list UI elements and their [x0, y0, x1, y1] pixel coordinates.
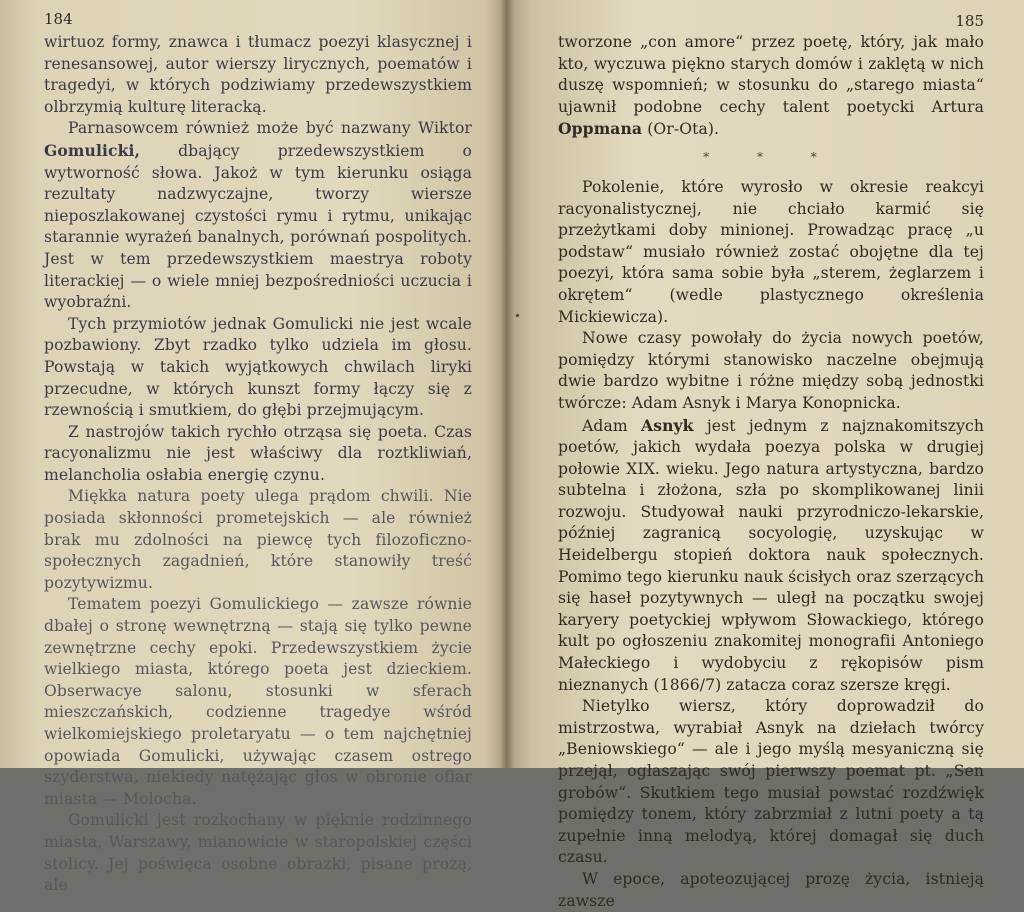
right-paragraph-6: W epoce, apoteozującej prozę życia, istnieją zawsze [558, 869, 984, 910]
right-paragraph-3: Nowe czasy powołały do życia nowych poetów, pomiędzy którymi stanowisko naczelne obejmują dwie bardzo wybitne i różne między sobą jednostki twórcze: Adam Asnyk i Marya Konopnicka. [558, 329, 984, 412]
left-paragraph-2-lead: Parnasowcem również może być nazwany Wiktor [68, 119, 472, 138]
right-page [506, 0, 1024, 910]
right-paragraph-4-lead: Adam [582, 416, 628, 435]
right-paragraph-2: Pokolenie, które wyrosło w okresie reakcyi racyonalistycznej, nie chciało karmić się przeżytkami doby minionej. Prowadząc pracę „u podstaw“ musiało również zostać obojętne dla tej poezyi, która sama sobie była „sterem, żeglarzem i okrętem“ (wedle plastycznego określenia Mickiewicza). [558, 177, 984, 326]
right-paragraph-4-rest: jest jednym z najznakomitszych poetów, jakich wydała poezya polska w drugiej połowie XIX. wieku. Jego natura artystyczna, bardzo subtelna i złożona, szła po skomplikowanej linii rozwoju. Studyował nauki przyrodniczo-lekarskie, później zagranicą socyologię, uzyskując w Heidelbergu stopień doktora nauk społecznych. Pomimo tego kierunku nauk ścisłych oraz szerzących się haseł pozytywnych — uległ na początku swojej karyery poetyckiej wpływom Słowackiego, którego kult po ogłoszeniu znakomitej monografii Antoniego Małeckiego i wydobyciu z rękopisów pism nieznanych (1866/7) zatacza coraz szersze kręgi. [558, 416, 984, 694]
margin-dot [516, 314, 519, 317]
author-name-gomulicki: Gomulicki, [44, 140, 141, 160]
right-page-number: 185 [955, 12, 984, 30]
right-paragraph-5: Nietylko wiersz, który doprowadził do mistrzostwa, wyrabiał Asnyk na dziełach twórcy „Beniowskiego“ — ale i jego myślą mesyaniczną się przejął, ogłaszając swój pierwszy poemat pt. „Sen grobów“. Skutkiem tego musiał powstać rozdźwięk pomiędzy tonem, który zabrzmiał z lutni poety a tą zupełnie inną melodyą, której domagał się duch czasu. [558, 697, 984, 867]
left-paragraph-4: Z nastrojów takich rychło otrząsa się poeta. Czas racyonalizmu nie jest właściwy dla roztkliwiań, melancholia osłabia energię czynu. [44, 422, 472, 484]
right-paragraph-1 [558, 32, 984, 141]
left-page [0, 0, 506, 895]
left-paragraph-7: Gomulicki jest rozkochany w pięknie rodzinnego miasta, Warszawy, mianowicie w staropolskiej części stolicy. Jej poświęca osobne obrazki, pisane prozą, ale [44, 811, 472, 895]
right-paragraph-4 [558, 415, 984, 697]
left-paragraph-2 [44, 118, 472, 313]
right-paragraph-1-end: (Or-Ota). [647, 120, 720, 139]
left-paragraph-3: Tych przymiotów jednak Gomulicki nie jest wcale pozbawiony. Zbyt rzadko tylko udziela im głosu. Powstają w takich wyjątkowych chwilach liryki przecudne, w których kunszt formy łączy się z rzewnością i smutkiem, do głębi przejmującym. [44, 314, 472, 420]
author-name-asnyk: Asnyk [641, 415, 694, 435]
right-paragraph-1-text: tworzone „con amore“ przez poetę, który, jak mało kto, wyczuwa piękno starych domów i zaklętą w nich duszę wspomnień; w stosunku do „starego miasta“ ujawnił podobne cechy talent poetycki Artura [558, 33, 984, 116]
left-paragraph-2-rest: dbający przedewszystkiem o wytworność słowa. Jakoż w tym kierunku osiąga rezultaty nadzwyczajne, tworzy wiersze nieposzlakowanej czystości rymu i rytmu, unikając starannie wyrażeń banalnych, porównań pospolitych. Jest w tem przedewszystkiem maestrya roboty literackiej — o wiele mniej bezpośredniości uczucia i wyobraźni. [44, 141, 472, 312]
left-paragraph-1: wirtuoz formy, znawca i tłumacz poezyi klasycznej i renesansowej, autor wierszy lirycznych, poematów i tragedyi, w których podziwiamy przedewszystkiem olbrzymią kulturę literacką. [44, 33, 472, 116]
left-page-number: 184 [44, 10, 73, 28]
left-paragraph-5: Miękka natura poety ulega prądom chwili. Nie posiada skłonności prometejskich — ale również brak mu zdolności na piewcę tych filozoficzno-społecznych zagadnień, które stanowiły treść pozytywizmu. [44, 487, 472, 592]
section-separator: * * * [703, 149, 839, 164]
left-paragraph-6: Tematem poezyi Gomulickiego — zawsze równie dbałej o stronę wewnętrzną — stają się tylko pewne zewnętrzne cechy epoki. Przedewszystkiem życie wielkiego miasta, którego poeta jest dzieckiem. Obserwacye salonu, stosunki w sferach mieszczańskich, codzienne tragedye wśród wielkomiejskiego proletaryatu — o tem najchętniej opowiada Gomulicki, używając czasem ostrego szyderstwa, niekiedy natężając głos w obronie ofiar miasta — Molocha. [44, 595, 472, 808]
author-name-oppman: Oppmana [558, 119, 643, 139]
